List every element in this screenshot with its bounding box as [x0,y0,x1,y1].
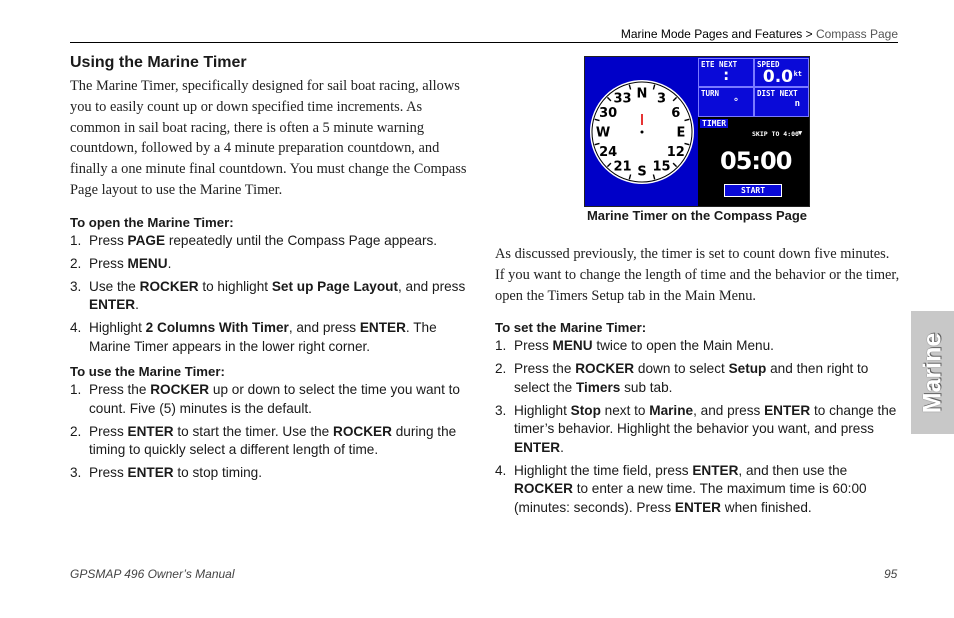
timer-value: 05:00 [720,147,792,175]
compass-label: 24 [599,145,618,160]
step-keyword: ENTER [127,465,174,481]
compass-label: 21 [613,159,632,175]
open-timer-steps [70,232,475,357]
left-column [70,54,475,487]
ete-next-field [698,58,754,87]
use-timer-steps [70,381,475,483]
step-keyword: PAGE [127,232,166,248]
turn-label: TURN [701,89,720,98]
speed-unit: kt [793,70,802,78]
step-keyword: ENTER [127,423,174,439]
right-column [495,244,900,522]
section-side-tab [911,311,954,434]
breadcrumb-section: Marine Mode Pages and Features > [620,27,813,41]
step-keyword: ROCKER [333,423,392,439]
step-keyword: ENTER [89,297,136,313]
compass-rose [589,79,695,185]
step-item: 3. Use the ROCKER to highlight Set up Page Layout, and press ENTER. [70,278,466,313]
ete-next-label: ETE NEXT [701,60,738,69]
turn-field [698,87,754,117]
speed-label: SPEED [757,60,780,69]
marine-timer-panel [698,117,809,206]
step-keyword: 2 Columns With Timer [145,320,289,336]
step-number: 2. [70,255,82,271]
step-keyword: Stop [570,402,601,418]
step-keyword: ROCKER [150,382,210,398]
step-number: 3. [70,465,82,481]
step-item: 2. Press ENTER to start the timer. Use the ROCKER during the timing to quickly select a different length of time. [70,423,457,458]
timer-setup-paragraph: As discussed previously, the timer is set to count down five minutes. If you want to change the length of time and the behavior or the timer, open the Timers Setup tab in the Main Menu. [495,246,900,304]
dist-next-value: n [794,99,800,109]
step-number: 1. [70,382,82,398]
step-item: 1. Press MENU twice to open the Main Menu. [495,337,900,356]
step-item: 4. Highlight 2 Columns With Timer, and press ENTER. The Marine Timer appears in the lower right corner. [70,320,437,354]
compass-label: N [636,86,648,102]
manual-title: GPSMAP 496 Owner’s Manual [70,567,235,581]
step-keyword: MENU [127,255,168,271]
timer-label: TIMER [702,119,727,128]
step-keyword: ENTER [692,462,739,478]
intro-paragraph: The Marine Timer, specifically designed for sail boat racing, allows you to easily count up or down specified time increments. As common in sail boat racing, there is often a 5 minute warning countdown, followed by a 4 minute preparation countdown, and finally a one minute final countdown. You must change the Compass Page layout to use the Marine Timer. [70,78,467,198]
turn-value: ° [732,97,739,108]
step-item: 2. Press MENU. [70,255,475,274]
compass-label: W [595,125,611,141]
step-number: 4. [495,462,507,478]
use-timer-section [70,364,475,483]
dist-next-label: DIST NEXT [757,89,798,98]
set-timer-steps [495,337,900,517]
compass-label: 33 [613,91,632,107]
step-keyword: ENTER [674,499,721,515]
step-number: 2. [495,361,507,377]
compass-label: 15 [652,159,671,175]
skip-to-label: SKIP TO 4:00 [752,130,799,138]
set-timer-heading: To set the Marine Timer: [495,320,647,336]
open-timer-heading: To open the Marine Timer: [70,214,234,230]
breadcrumb [621,27,898,41]
step-item: 3. Press ENTER to stop timing. [70,464,475,483]
compass-label: 30 [599,106,618,121]
speed-field [754,58,809,87]
step-keyword: MENU [552,338,593,354]
step-number: 3. [70,278,82,294]
figure-caption: Marine Timer on the Compass Page [586,208,808,223]
step-keyword: ENTER [764,402,811,418]
compass-label: 3 [656,91,667,107]
step-number: 4. [70,320,82,336]
step-keyword: ROCKER [139,278,199,294]
step-item: 2. Press the ROCKER down to select Setup and then right to select the Timers sub tab. [495,361,869,395]
step-number: 2. [70,423,82,439]
header-rule [70,42,898,43]
dist-next-field [754,87,809,117]
ete-next-value: : [721,65,731,84]
step-item: 3. Highlight Stop next to Marine, and press ENTER to change the timer’s behavior. Highlight the behavior you want, and press ENTER. [495,402,897,455]
side-tab-label: Marine [918,332,946,413]
step-keyword: ENTER [514,439,561,455]
step-keyword: ROCKER [575,361,635,377]
section-heading: Using the Marine Timer [70,54,247,71]
step-number: 1. [495,338,507,354]
step-keyword: ROCKER [514,481,573,497]
step-number: 1. [70,232,82,248]
step-keyword: Marine [649,402,694,418]
gps-screen-image [584,56,810,207]
step-number: 3. [495,402,507,418]
page-number: 95 [884,567,898,581]
compass-label: 12 [666,145,685,160]
compass-label: E [676,125,686,141]
use-timer-heading: To use the Marine Timer: [70,364,225,380]
step-keyword: Setup [728,361,767,377]
compass-label: 6 [671,106,681,121]
open-timer-section [70,215,475,357]
step-keyword: ENTER [359,320,406,336]
breadcrumb-current: Compass Page [815,27,898,41]
step-keyword: Set up Page Layout [271,278,398,294]
step-keyword: Timers [575,379,621,395]
step-item: 1. Press PAGE repeatedly until the Compass Page appears. [70,232,475,251]
step-item: 4. Highlight the time field, press ENTER, and then use the ROCKER to enter a new time. The maximum time is 60:00 (minutes: seconds). Press ENTER when finished. [495,462,867,515]
start-button[interactable]: START [724,184,782,197]
compass-label: S [637,164,647,180]
dropdown-arrow-icon: ▼ [798,129,803,137]
step-item: 1. Press the ROCKER up or down to select the time you want to count. Five (5) minutes is the default. [70,382,460,416]
speed-value: 0.0 [762,67,793,87]
